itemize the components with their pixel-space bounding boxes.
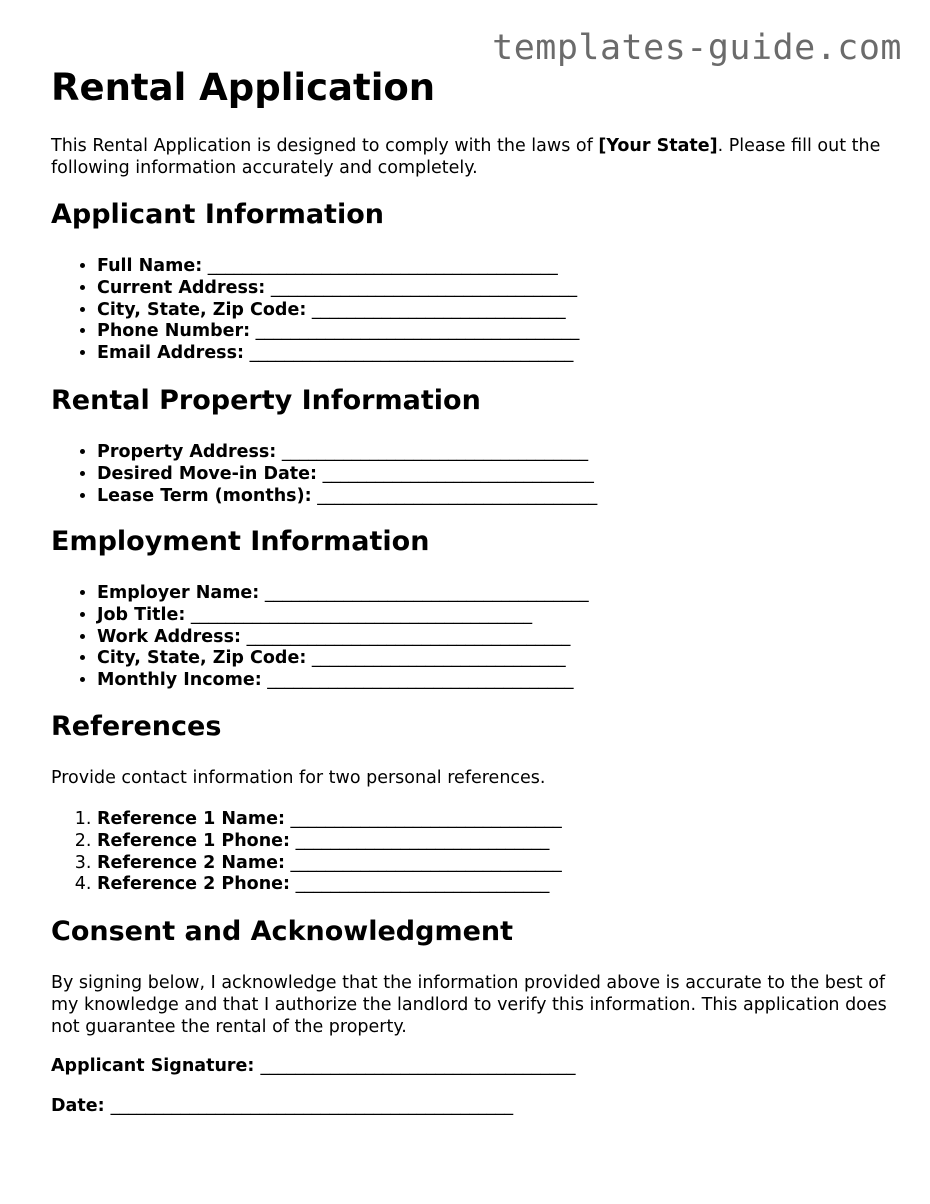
date-field[interactable] [51, 1096, 513, 1116]
field-employer-name[interactable] [97, 583, 589, 605]
blank-line[interactable]: _____________________________ [311, 299, 566, 320]
field-city-state-zip[interactable] [97, 300, 579, 322]
references-text: Provide contact information for two personal references. [51, 768, 546, 788]
watermark: templates-guide.com [492, 28, 902, 68]
references-heading: References [51, 711, 222, 742]
field-label: City, State, Zip Code: [97, 648, 307, 669]
signature-field[interactable] [51, 1056, 576, 1076]
field-email-address[interactable] [97, 343, 579, 365]
blank-line[interactable]: ________________________________________ [207, 256, 558, 276]
field-current-address[interactable] [97, 278, 579, 300]
blank-line[interactable]: _____________________________ [311, 648, 566, 669]
field-reference-1-name[interactable] [97, 809, 562, 831]
field-property-address[interactable] [97, 442, 597, 464]
field-label: Desired Move-in Date: [97, 463, 318, 484]
blank-line[interactable]: _______________________________ [322, 463, 594, 484]
employment-heading: Employment Information [51, 526, 430, 557]
field-label: Reference 1 Name: [97, 809, 285, 829]
field-move-in-date[interactable] [97, 464, 597, 486]
field-label: Email Address: [97, 343, 245, 364]
blank-line[interactable]: _____________________________ [295, 830, 550, 851]
blank-line[interactable]: _____________________________ [295, 874, 550, 895]
intro-state-placeholder: [Your State] [598, 136, 718, 156]
blank-line[interactable]: _____________________________________ [249, 343, 574, 364]
field-label: Phone Number: [97, 321, 251, 342]
field-job-title[interactable] [97, 605, 589, 627]
field-label: Employer Name: [97, 583, 260, 603]
field-monthly-income[interactable] [97, 670, 589, 692]
intro-text-after: . Please fill out the following information accurately and completely. [51, 136, 881, 178]
field-label: Reference 1 Phone: [97, 830, 291, 851]
field-reference-1-phone[interactable] [97, 831, 562, 853]
consent-text: By signing below, I acknowledge that the information provided above is accurate to the best of my knowledge and that I authorize the landlord to verify this information. This application does not guarantee the rental of the property. [51, 973, 887, 1037]
blank-line[interactable]: ___________________________________ [281, 442, 589, 462]
page-title: Rental Application [51, 66, 436, 109]
field-label: Lease Term (months): [97, 485, 312, 506]
field-full-name[interactable] [97, 256, 579, 278]
applicant-heading: Applicant Information [51, 199, 384, 230]
field-work-address[interactable] [97, 627, 589, 649]
field-label: Reference 2 Name: [97, 852, 285, 873]
references-fields [51, 809, 562, 896]
field-label: Full Name: [97, 256, 203, 276]
applicant-fields [51, 256, 579, 365]
blank-line[interactable]: _______________________________ [290, 809, 562, 829]
blank-line[interactable]: ___________________________________ [270, 277, 578, 298]
field-label: Work Address: [97, 626, 241, 647]
field-label: Job Title: [97, 604, 186, 625]
field-work-city-state-zip[interactable] [97, 648, 589, 670]
blank-line[interactable]: ________________________________ [317, 485, 598, 506]
blank-line[interactable]: _______________________________ [290, 852, 562, 873]
intro-text-before: This Rental Application is designed to comply with the laws of [51, 136, 599, 156]
blank-line[interactable]: _______________________________________ [190, 604, 533, 625]
field-lease-term[interactable] [97, 486, 597, 508]
consent-heading: Consent and Acknowledgment [51, 916, 514, 947]
signature-label: Applicant Signature: [51, 1056, 255, 1076]
field-reference-2-phone[interactable] [97, 874, 562, 896]
signature-line[interactable]: ____________________________________ [260, 1056, 576, 1076]
intro-paragraph [51, 135, 891, 179]
employment-fields [51, 583, 589, 692]
date-label: Date: [51, 1096, 105, 1116]
blank-line[interactable]: _____________________________________ [255, 321, 580, 342]
field-label: City, State, Zip Code: [97, 299, 307, 320]
date-line[interactable]: ______________________________________________ [110, 1096, 514, 1116]
blank-line[interactable]: ___________________________________ [267, 670, 574, 691]
field-reference-2-name[interactable] [97, 853, 562, 875]
property-fields [51, 442, 597, 507]
blank-line[interactable]: _____________________________________ [264, 583, 589, 603]
field-label: Current Address: [97, 277, 266, 298]
property-heading: Rental Property Information [51, 385, 481, 416]
field-phone-number[interactable] [97, 321, 579, 343]
field-label: Property Address: [97, 442, 277, 462]
field-label: Monthly Income: [97, 670, 262, 691]
field-label: Reference 2 Phone: [97, 874, 291, 895]
blank-line[interactable]: _____________________________________ [246, 626, 571, 647]
